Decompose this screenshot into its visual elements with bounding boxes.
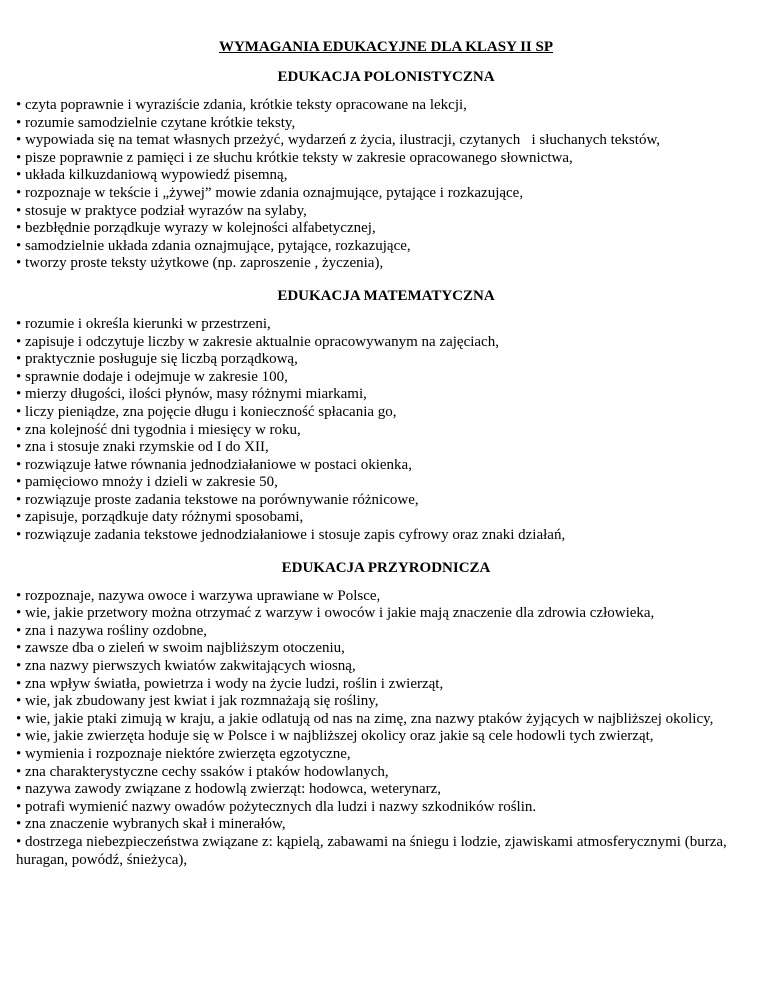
list-item-text: zapisuje, porządkuje daty różnymi sposobami, bbox=[25, 509, 304, 526]
bullet-icon: • bbox=[16, 421, 22, 438]
bullet-icon: • bbox=[16, 333, 22, 350]
requirement-list bbox=[16, 316, 756, 545]
list-item-text: sprawnie dodaje i odejmuje w zakresie 100, bbox=[25, 368, 288, 385]
list-item bbox=[16, 693, 756, 711]
list-item-text: zapisuje i odczytuje liczby w zakresie aktualnie opracowywanym na zajęciach, bbox=[25, 333, 499, 350]
list-item-text: zna i nazywa rośliny ozdobne, bbox=[25, 622, 208, 639]
list-item bbox=[16, 132, 756, 150]
bullet-icon: • bbox=[16, 149, 22, 166]
bullet-icon: • bbox=[16, 816, 22, 833]
list-item-text: potrafi wymienić nazwy owadów pożytecznych dla ludzi i nazwy szkodników roślin. bbox=[25, 798, 537, 815]
section-title: EDUKACJA MATEMATYCZNA bbox=[277, 287, 495, 304]
list-item-text: zna wpływ światła, powietrza i wody na życie ludzi, roślin i zwierząt, bbox=[25, 675, 444, 692]
bullet-icon: • bbox=[16, 315, 22, 332]
list-item bbox=[16, 781, 756, 799]
list-item bbox=[16, 658, 756, 676]
list-item-text: bezbłędnie porządkuje wyrazy w kolejności alfabetycznej, bbox=[25, 220, 376, 237]
section-title: EDUKACJA PRZYRODNICZA bbox=[281, 559, 491, 576]
list-item bbox=[16, 764, 756, 782]
list-item bbox=[16, 185, 756, 203]
list-item bbox=[16, 527, 756, 545]
bullet-icon: • bbox=[16, 439, 22, 456]
list-item bbox=[16, 457, 756, 475]
list-item-text: czyta poprawnie i wyraziście zdania, krótkie teksty opracowane na lekcji, bbox=[25, 97, 467, 113]
list-item-text: wie, jak zbudowany jest kwiat i jak rozmnażają się rośliny, bbox=[25, 693, 379, 710]
list-item-text: rozwiązuje zadania tekstowe jednodziałaniowe i stosuje zapis cyfrowy oraz znaki działań, bbox=[25, 527, 566, 544]
list-item-text: zna charakterystyczne cechy ssaków i ptaków hodowlanych, bbox=[25, 763, 389, 780]
section-polonistyczna bbox=[16, 68, 756, 273]
list-item bbox=[16, 711, 756, 729]
list-item-text: pamięciowo mnoży i dzieli w zakresie 50, bbox=[25, 474, 278, 491]
bullet-icon: • bbox=[16, 132, 22, 149]
list-item-text: stosuje w praktyce podział wyrazów na sylaby, bbox=[25, 202, 307, 219]
list-item-text: zawsze dba o zieleń w swoim najbliższym otoczeniu, bbox=[25, 640, 345, 657]
list-item-text: rozumie samodzielnie czytane krótkie teksty, bbox=[25, 114, 296, 131]
list-item bbox=[16, 492, 756, 510]
bullet-icon: • bbox=[16, 605, 22, 622]
list-item bbox=[16, 623, 756, 641]
list-item bbox=[16, 97, 756, 115]
list-item bbox=[16, 150, 756, 168]
bullet-icon: • bbox=[16, 351, 22, 368]
bullet-icon: • bbox=[16, 833, 22, 850]
list-item-text: zna nazwy pierwszych kwiatów zakwitających wiosną, bbox=[25, 658, 356, 675]
list-item-text: tworzy proste teksty użytkowe (np. zaproszenie , życzenia), bbox=[25, 255, 384, 272]
list-item-text: mierzy długości, ilości płynów, masy różnymi miarkami, bbox=[25, 386, 367, 403]
document-title: WYMAGANIA EDUKACYJNE DLA KLASY II SP bbox=[218, 39, 554, 55]
bullet-icon: • bbox=[16, 386, 22, 403]
section-matematyczna bbox=[16, 287, 756, 545]
list-item bbox=[16, 115, 756, 133]
bullet-icon: • bbox=[16, 587, 22, 604]
list-item bbox=[16, 386, 756, 404]
list-item bbox=[16, 474, 756, 492]
list-item bbox=[16, 351, 756, 369]
section-przyrodnicza bbox=[16, 559, 756, 870]
bullet-icon: • bbox=[16, 220, 22, 237]
bullet-icon: • bbox=[16, 728, 22, 745]
list-item-text: zna znaczenie wybranych skał i minerałów, bbox=[25, 816, 286, 833]
list-item-text: zna kolejność dni tygodnia i miesięcy w roku, bbox=[25, 421, 301, 438]
list-item-text: wie, jakie przetwory można otrzymać z warzyw i owoców i jakie mają znaczenie dla zdrowia człowieka, bbox=[25, 605, 655, 622]
list-item-text: rozpoznaje, nazywa owoce i warzywa uprawiane w Polsce, bbox=[25, 587, 381, 604]
bullet-icon: • bbox=[16, 781, 22, 798]
bullet-icon: • bbox=[16, 658, 22, 675]
list-item-text: nazywa zawody związane z hodowlą zwierząt: hodowca, weterynarz, bbox=[25, 781, 442, 798]
list-item bbox=[16, 369, 756, 387]
list-item-text: rozwiązuje proste zadania tekstowe na porównywanie różnicowe, bbox=[25, 491, 419, 508]
list-item-text: wie, jakie ptaki zimują w kraju, a jakie odlatują od nas na zimę, zna nazwy ptaków żyjących w najbliższej okolicy, bbox=[25, 710, 714, 727]
list-item-text: wie, jakie zwierzęta hoduje się w Polsce i w najbliższej okolicy oraz jakie są cele hodowli tych zwierząt, bbox=[25, 728, 654, 745]
list-item-text: liczy pieniądze, zna pojęcie długu i konieczność spłacania go, bbox=[25, 403, 397, 420]
section-title: EDUKACJA POLONISTYCZNA bbox=[277, 69, 495, 85]
bullet-icon: • bbox=[16, 368, 22, 385]
document-page bbox=[16, 38, 756, 869]
requirement-list bbox=[16, 588, 756, 870]
bullet-icon: • bbox=[16, 693, 22, 710]
list-item-text: rozumie i określa kierunki w przestrzeni, bbox=[25, 315, 271, 332]
bullet-icon: • bbox=[16, 710, 22, 727]
bullet-icon: • bbox=[16, 798, 22, 815]
list-item bbox=[16, 640, 756, 658]
list-item bbox=[16, 334, 756, 352]
bullet-icon: • bbox=[16, 474, 22, 491]
list-item bbox=[16, 728, 756, 746]
bullet-icon: • bbox=[16, 675, 22, 692]
list-item-text: rozpoznaje w tekście i „żywej” mowie zdania oznajmujące, pytające i rozkazujące, bbox=[25, 184, 524, 201]
bullet-icon: • bbox=[16, 255, 22, 272]
list-item bbox=[16, 167, 756, 185]
list-item-text: pisze poprawnie z pamięci i ze słuchu krótkie teksty w zakresie opracowanego słownictwa, bbox=[25, 149, 573, 166]
list-item-text: wymienia i rozpoznaje niektóre zwierzęta egzotyczne, bbox=[25, 746, 351, 762]
bullet-icon: • bbox=[16, 184, 22, 201]
list-item bbox=[16, 605, 756, 623]
list-item bbox=[16, 509, 756, 527]
bullet-icon: • bbox=[16, 167, 22, 184]
bullet-icon: • bbox=[16, 456, 22, 473]
list-item bbox=[16, 439, 756, 457]
list-item bbox=[16, 588, 756, 606]
bullet-icon: • bbox=[16, 622, 22, 639]
list-item-text: rozwiązuje łatwe równania jednodziałaniowe w postaci okienka, bbox=[25, 456, 412, 473]
document-sections bbox=[16, 68, 756, 869]
bullet-icon: • bbox=[16, 509, 22, 526]
list-item-text: samodzielnie układa zdania oznajmujące, pytające, rozkazujące, bbox=[25, 237, 411, 254]
bullet-icon: • bbox=[16, 746, 22, 762]
list-item bbox=[16, 834, 756, 869]
list-item bbox=[16, 422, 756, 440]
bullet-icon: • bbox=[16, 237, 22, 254]
requirement-list bbox=[16, 97, 756, 273]
bullet-icon: • bbox=[16, 97, 22, 113]
list-item-text: dostrzega niebezpieczeństwa związane z: kąpielą, zabawami na śniegu i lodzie, zjawiskami atmosferycznymi (burza, huragan, powódź, śnieżyca), bbox=[16, 833, 727, 868]
list-item bbox=[16, 816, 756, 834]
list-item-text: wypowiada się na temat własnych przeżyć, wydarzeń z życia, ilustracji, czytanych i słuchanych tekstów, bbox=[25, 132, 661, 149]
list-item bbox=[16, 316, 756, 334]
list-item bbox=[16, 203, 756, 221]
bullet-icon: • bbox=[16, 640, 22, 657]
bullet-icon: • bbox=[16, 527, 22, 544]
bullet-icon: • bbox=[16, 114, 22, 131]
bullet-icon: • bbox=[16, 403, 22, 420]
list-item-text: układa kilkuzdaniową wypowiedź pisemną, bbox=[25, 167, 288, 184]
bullet-icon: • bbox=[16, 202, 22, 219]
list-item bbox=[16, 799, 756, 817]
list-item bbox=[16, 220, 756, 238]
list-item bbox=[16, 676, 756, 694]
list-item-text: praktycznie posługuje się liczbą porządkową, bbox=[25, 351, 298, 368]
bullet-icon: • bbox=[16, 763, 22, 780]
list-item bbox=[16, 404, 756, 422]
list-item-text: zna i stosuje znaki rzymskie od I do XII, bbox=[25, 439, 269, 456]
bullet-icon: • bbox=[16, 491, 22, 508]
list-item bbox=[16, 255, 756, 273]
list-item bbox=[16, 238, 756, 256]
list-item bbox=[16, 746, 756, 764]
